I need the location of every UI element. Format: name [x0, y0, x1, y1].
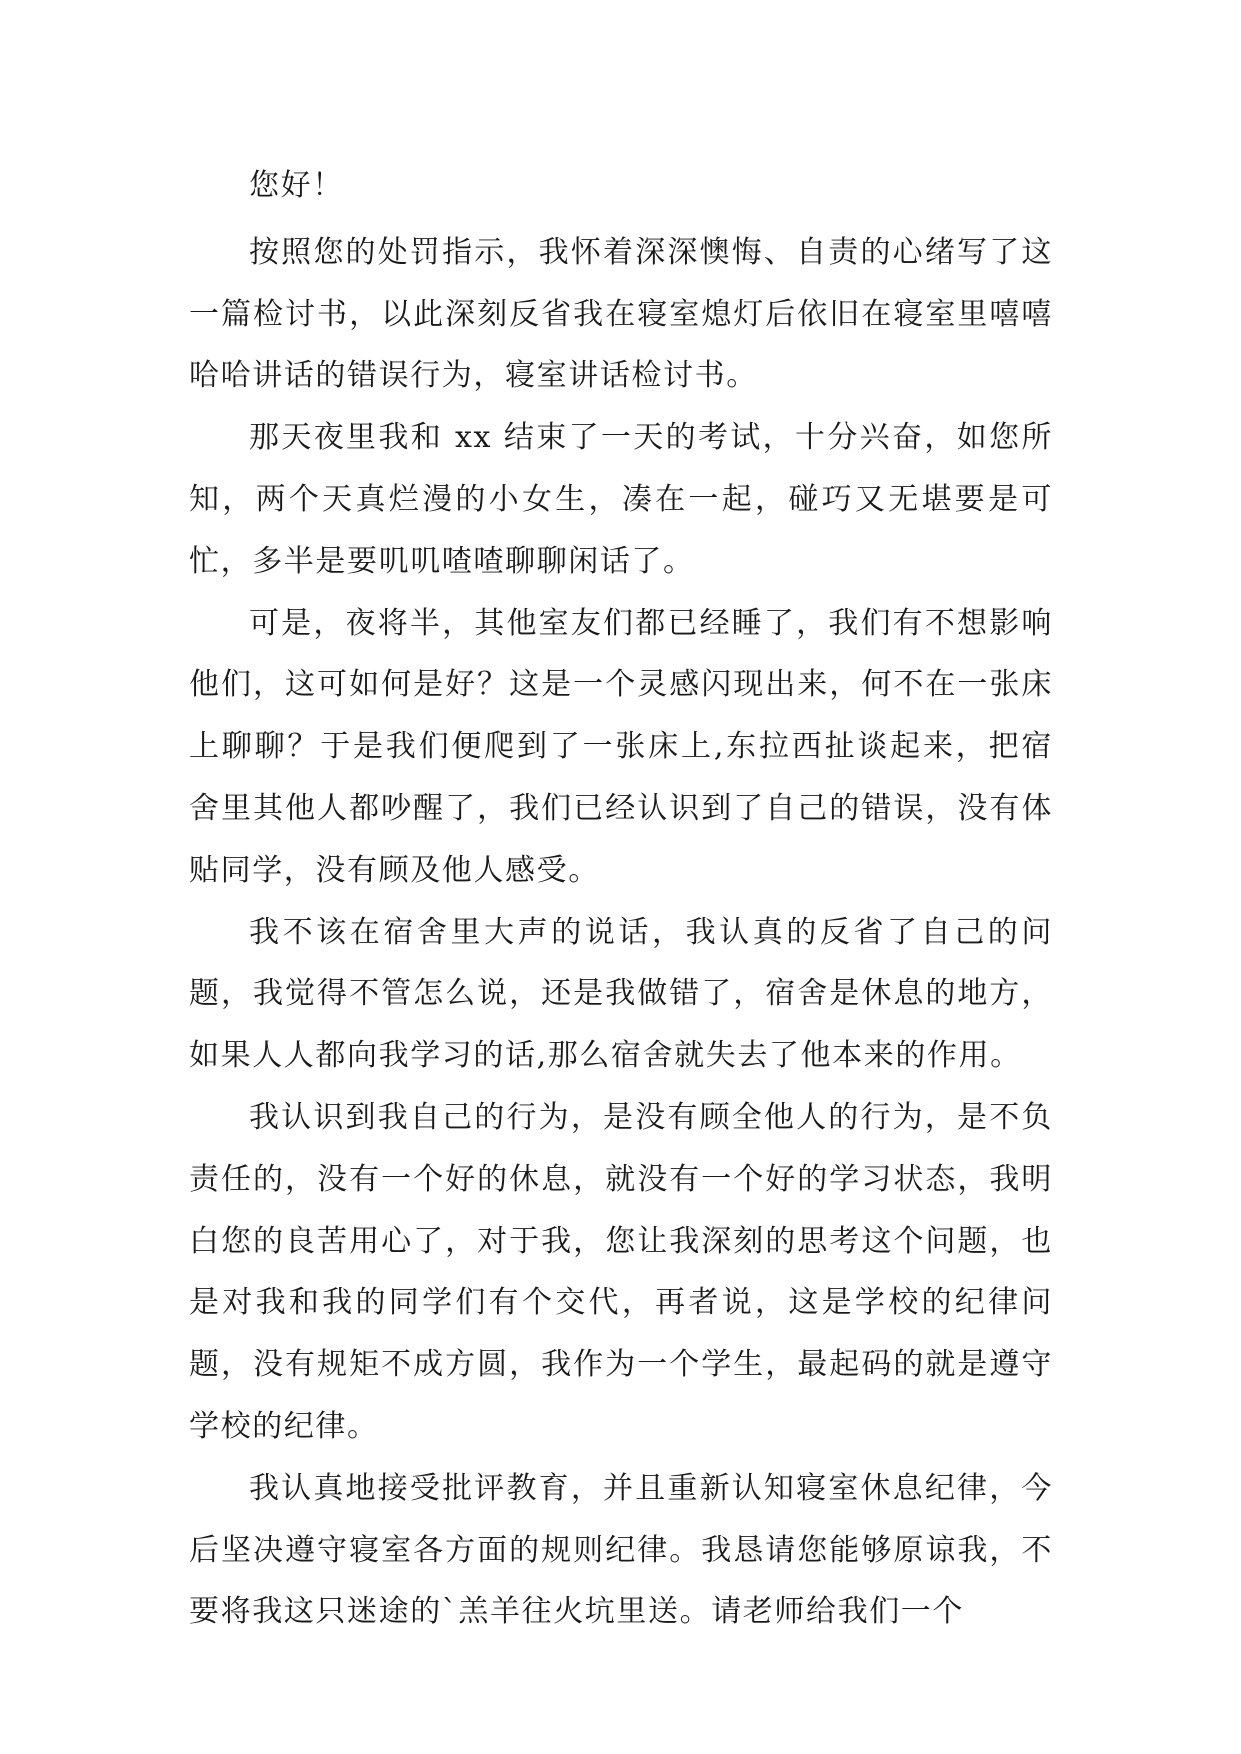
paragraph-4: 我不该在宿舍里大声的说话，我认真的反省了自己的问题，我觉得不管怎么说，还是我做错了，宿舍是休息的地方，如果人人都向我学习的话,那么宿舍就失去了他本来的作用。	[189, 914, 1053, 1074]
paragraph-5: 我认识到我自己的行为，是没有顾全他人的行为，是不负责任的，没有一个好的休息，就没有一个好的学习状态，我明白您的良苦用心了，对于我，您让我深刻的思考这个问题，也是对我和我的同学们有个交代，再者说，这是学校的纪律问题，没有规矩不成方圆，我作为一个学生，最起码的就是遵守学校的纪律。	[189, 1099, 1053, 1444]
letter-body	[189, 155, 1053, 1643]
greeting-line: 您好！	[249, 168, 344, 203]
paragraph-6: 我认真地接受批评教育，并且重新认知寝室休息纪律，今后坚决遵守寝室各方面的规则纪律。我恳请您能够原谅我，不要将我这只迷途的`羔羊往火坑里送。请老师给我们一个	[189, 1470, 1053, 1630]
paragraph-1: 按照您的处罚指示，我怀着深深懊悔、自责的心绪写了这一篇检讨书，以此深刻反省我在寝室熄灯后依旧在寝室里嘻嘻哈哈讲话的错误行为，寝室讲话检讨书。	[189, 234, 1053, 394]
paragraph-2: 那天夜里我和 xx 结束了一天的考试，十分兴奋，如您所知，两个天真烂漫的小女生，凑在一起，碰巧又无堪要是可忙，多半是要叽叽喳喳聊聊闲话了。	[189, 420, 1053, 579]
paragraph-3: 可是，夜将半，其他室友们都已经睡了，我们有不想影响他们，这可如何是好？这是一个灵感闪现出来，何不在一张床上聊聊？于是我们便爬到了一张床上,东拉西扯谈起来，把宿舍里其他人都吵醒了，我们已经认识到了自己的错误，没有体贴同学，没有顾及他人感受。	[189, 605, 1053, 888]
